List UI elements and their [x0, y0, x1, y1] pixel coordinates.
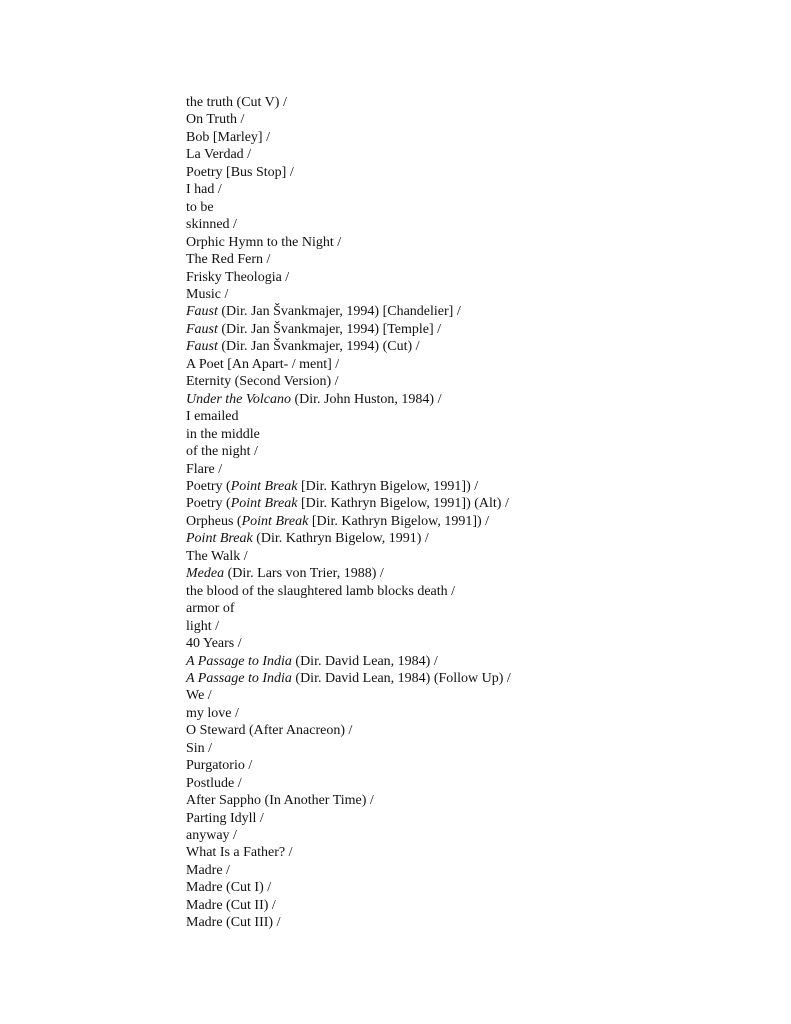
contents-line: [186, 513, 511, 530]
italic-title-text: Medea: [186, 566, 225, 582]
contents-line: [186, 94, 511, 111]
contents-line: [186, 129, 511, 146]
contents-line: [186, 705, 511, 722]
line-text: of the night /: [186, 444, 258, 460]
contents-line: [186, 618, 511, 635]
line-text: to be: [186, 199, 214, 215]
contents-line: [186, 653, 511, 670]
contents-line: [186, 111, 511, 128]
contents-line: [186, 879, 511, 896]
line-text: I had /: [186, 182, 222, 198]
contents-line: [186, 269, 511, 286]
line-text: After Sappho (In Another Time) /: [186, 793, 374, 809]
contents-line: [186, 565, 511, 582]
contents-line: [186, 548, 511, 565]
line-text: (Dir. Jan Švankmajer, 1994) [Chandelier] /: [217, 304, 461, 320]
line-text: On Truth /: [186, 112, 245, 128]
contents-line: [186, 338, 511, 355]
contents-line: [186, 461, 511, 478]
line-text: (Dir. Lars von Trier, 1988) /: [224, 566, 384, 582]
contents-line: [186, 583, 511, 600]
contents-line: [186, 443, 511, 460]
contents-line: [186, 722, 511, 739]
line-text: Madre (Cut II) /: [186, 897, 276, 913]
line-text: (Dir. Jan Švankmajer, 1994) (Cut) /: [217, 339, 420, 355]
italic-title-text: Under the Volcano: [186, 391, 291, 407]
contents-line: [186, 478, 511, 495]
italic-title-text: Faust: [186, 304, 218, 320]
line-text: Music /: [186, 286, 229, 302]
line-text: 40 Years /: [186, 636, 242, 652]
line-text: We /: [186, 688, 212, 704]
line-text: the truth (Cut V) /: [186, 95, 287, 110]
line-text: armor of: [186, 601, 235, 617]
contents-line: [186, 373, 511, 390]
contents-line: [186, 146, 511, 163]
contents-line: [186, 757, 511, 774]
italic-title-text: Point Break: [230, 478, 298, 494]
line-text: [Dir. Kathryn Bigelow, 1991]) (Alt) /: [297, 496, 509, 512]
line-text: Frisky Theologia /: [186, 269, 290, 285]
line-text: A Poet [An Apart- / ment] /: [186, 356, 340, 372]
line-text: [Dir. Kathryn Bigelow, 1991]) /: [308, 513, 490, 529]
contents-line: [186, 635, 511, 652]
line-text: Orpheus (: [186, 513, 242, 529]
contents-line: [186, 234, 511, 251]
line-text: Madre (Cut III) /: [186, 915, 281, 931]
contents-line: [186, 530, 511, 547]
contents-line: [186, 827, 511, 844]
line-text: Madre (Cut I) /: [186, 880, 272, 896]
contents-line: [186, 792, 511, 809]
contents-line: [186, 391, 511, 408]
contents-line: [186, 897, 511, 914]
contents-line: [186, 303, 511, 320]
line-text: La Verdad /: [186, 147, 252, 163]
line-text: Purgatorio /: [186, 758, 253, 774]
line-text: [Dir. Kathryn Bigelow, 1991]) /: [297, 478, 479, 494]
line-text: skinned /: [186, 217, 237, 233]
line-text: The Red Fern /: [186, 252, 271, 268]
contents-line: [186, 687, 511, 704]
italic-title-text: Point Break: [230, 496, 298, 512]
line-text: Orphic Hymn to the Night /: [186, 234, 342, 250]
contents-line: [186, 600, 511, 617]
contents-line: [186, 844, 511, 861]
contents-line: [186, 251, 511, 268]
contents-line: [186, 810, 511, 827]
line-text: Eternity (Second Version) /: [186, 374, 339, 390]
contents-line: [186, 670, 511, 687]
line-text: (Dir. David Lean, 1984) /: [291, 653, 438, 669]
line-text: Poetry (: [186, 496, 231, 512]
contents-line: [186, 164, 511, 181]
line-text: Flare /: [186, 461, 223, 477]
contents-line: [186, 181, 511, 198]
line-text: in the middle: [186, 426, 260, 442]
line-text: Madre /: [186, 862, 230, 878]
line-text: Poetry (: [186, 478, 231, 494]
line-text: What Is a Father? /: [186, 845, 293, 861]
contents-line: [186, 286, 511, 303]
contents-line: [186, 914, 511, 931]
line-text: The Walk /: [186, 548, 248, 564]
line-text: my love /: [186, 705, 239, 721]
contents-line: [186, 426, 511, 443]
italic-title-text: Point Break: [241, 513, 309, 529]
contents-line: [186, 408, 511, 425]
italic-title-text: A Passage to India: [186, 653, 292, 669]
italic-title-text: A Passage to India: [186, 670, 292, 686]
line-text: O Steward (After Anacreon) /: [186, 723, 353, 739]
line-text: light /: [186, 618, 220, 634]
italic-title-text: Faust: [186, 339, 218, 355]
line-text: Postlude /: [186, 775, 242, 791]
contents-line: [186, 321, 511, 338]
line-text: I emailed: [186, 409, 239, 425]
contents-line: [186, 216, 511, 233]
italic-title-text: Point Break: [186, 531, 253, 547]
contents-line: [186, 740, 511, 757]
line-text: (Dir. Kathryn Bigelow, 1991) /: [252, 531, 429, 547]
contents-line: [186, 199, 511, 216]
contents-line: [186, 775, 511, 792]
line-text: (Dir. Jan Švankmajer, 1994) [Temple] /: [217, 321, 442, 337]
contents-list: [186, 94, 511, 932]
line-text: Poetry [Bus Stop] /: [186, 164, 294, 180]
line-text: Sin /: [186, 740, 213, 756]
line-text: the blood of the slaughtered lamb blocks death /: [186, 583, 456, 599]
line-text: (Dir. John Huston, 1984) /: [290, 391, 442, 407]
contents-line: [186, 356, 511, 373]
contents-line: [186, 495, 511, 512]
contents-line: [186, 862, 511, 879]
line-text: Bob [Marley] /: [186, 129, 270, 145]
line-text: Parting Idyll /: [186, 810, 264, 826]
line-text: (Dir. David Lean, 1984) (Follow Up) /: [291, 670, 511, 686]
italic-title-text: Faust: [186, 321, 218, 337]
line-text: anyway /: [186, 828, 237, 844]
